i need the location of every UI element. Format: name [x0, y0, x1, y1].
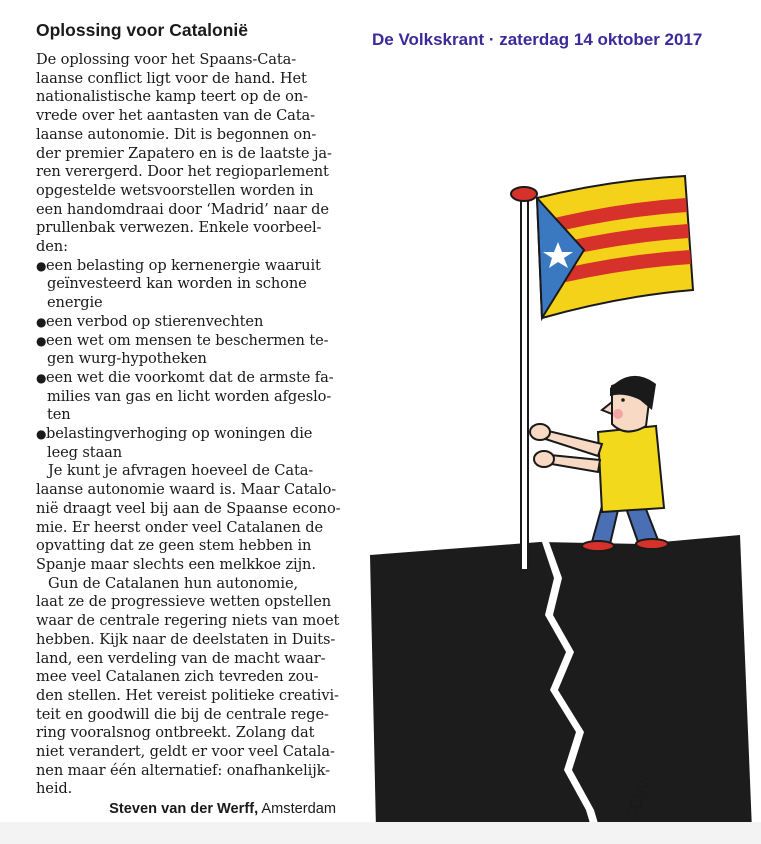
author-name: Steven van der Werff,: [109, 801, 259, 818]
bullet-icon: ●: [36, 314, 47, 329]
body-line: laat ze de progressieve wetten opstellen: [36, 593, 332, 611]
body-line: teit en goodwill die bij de centrale rege-: [36, 705, 329, 723]
bullet-item-line: ●een wet die voorkomt dat de armste fa-: [36, 368, 334, 386]
body-line: leeg staan: [47, 443, 123, 461]
body-line: nationalistische kamp teert op de on-: [36, 88, 308, 106]
letter-body: [36, 51, 341, 799]
body-line: Spanje maar slechts een melkkoe zijn.: [36, 555, 316, 573]
body-line: den:: [36, 238, 68, 256]
body-line: vrede over het aantasten van de Cata-: [36, 107, 315, 125]
letter-article: [36, 20, 341, 818]
body-line: prullenbak verwezen. Enkele voorbeel-: [36, 219, 322, 237]
flag-pole: [521, 198, 528, 570]
headline: Oplossing voor Catalonië: [36, 20, 248, 40]
bullet-item-line: ●een wet om mensen te beschermen te-: [36, 331, 329, 349]
body-line: opgestelde wetsvoorstellen worden in: [36, 181, 314, 199]
bullet-icon: ●: [36, 370, 47, 385]
body-line: den stellen. Het vereist politieke creativi-: [36, 686, 339, 704]
body-line: niet verandert, geldt er voor veel Catala-: [36, 743, 335, 761]
bullet-item-line: ●een belasting op kernenergie waaruit: [36, 256, 321, 274]
bullet-icon: ●: [36, 333, 47, 348]
body-line: een handomdraai door ‘Madrid’ naar de: [36, 200, 329, 218]
body-line: nen maar één alternatief: onafhankelijk-: [36, 761, 330, 779]
body-line: ring vooralsnog ontbreekt. Zolang dat: [36, 724, 315, 742]
body-line: mee veel Catalanen zich tevreden zou-: [36, 668, 319, 686]
body-line: nië draagt veel bij aan de Spaanse econo-: [36, 499, 341, 517]
body-line: Gun de Catalanen hun autonomie,: [48, 574, 299, 592]
body-line: geïnvesteerd kan worden in schone: [47, 275, 307, 293]
body-line: laanse conflict ligt voor de hand. Het: [36, 69, 307, 87]
page-bottom-margin: [0, 822, 761, 844]
body-line: gen wurg-hypotheken: [47, 350, 207, 368]
body-line: opvatting dat ze geen stem hebben in: [36, 537, 312, 555]
body-line: mie. Er heerst onder veel Catalanen de: [36, 518, 323, 536]
body-line: ren verergerd. Door het regioparlement: [36, 163, 329, 181]
body-line: laanse autonomie. Dit is begonnen on-: [36, 125, 317, 143]
body-line: heid.: [36, 780, 73, 798]
body-line: De oplossing voor het Spaans-Cata-: [36, 51, 297, 68]
author-place: Amsterdam: [258, 801, 336, 818]
bullet-icon: ●: [36, 427, 47, 442]
cartoon-signature: SCHot: [622, 771, 655, 822]
estelada-flag: [537, 176, 693, 318]
body-line: waar de centrale regering niets van moet: [36, 612, 340, 630]
body-line: milies van gas en licht worden afgeslo-: [47, 387, 332, 405]
body-line: energie: [47, 294, 103, 312]
signature: [36, 801, 336, 817]
newspaper-source-line: De Volkskrant · zaterdag 14 oktober 2017: [372, 30, 703, 49]
bullet-item-line: ●belastingverhoging op woningen die: [36, 425, 313, 443]
body-line: hebben. Kijk naar de deelstaten in Duits-: [36, 630, 336, 648]
body-line: der premier Zapatero en is de laatste ja-: [36, 144, 332, 162]
body-line: laanse autonomie waard is. Maar Catalo-: [36, 481, 337, 499]
cartoon: [340, 170, 761, 830]
body-line: land, een verdeling van de macht waar-: [36, 649, 326, 667]
bullet-icon: ●: [36, 258, 47, 273]
man-figure: [530, 376, 668, 551]
body-line: Je kunt je afvragen hoeveel de Cata-: [48, 462, 314, 480]
bullet-item-line: ●een verbod op stierenvechten: [36, 312, 264, 330]
pole-knob: [511, 187, 537, 201]
body-line: ten: [47, 406, 71, 424]
